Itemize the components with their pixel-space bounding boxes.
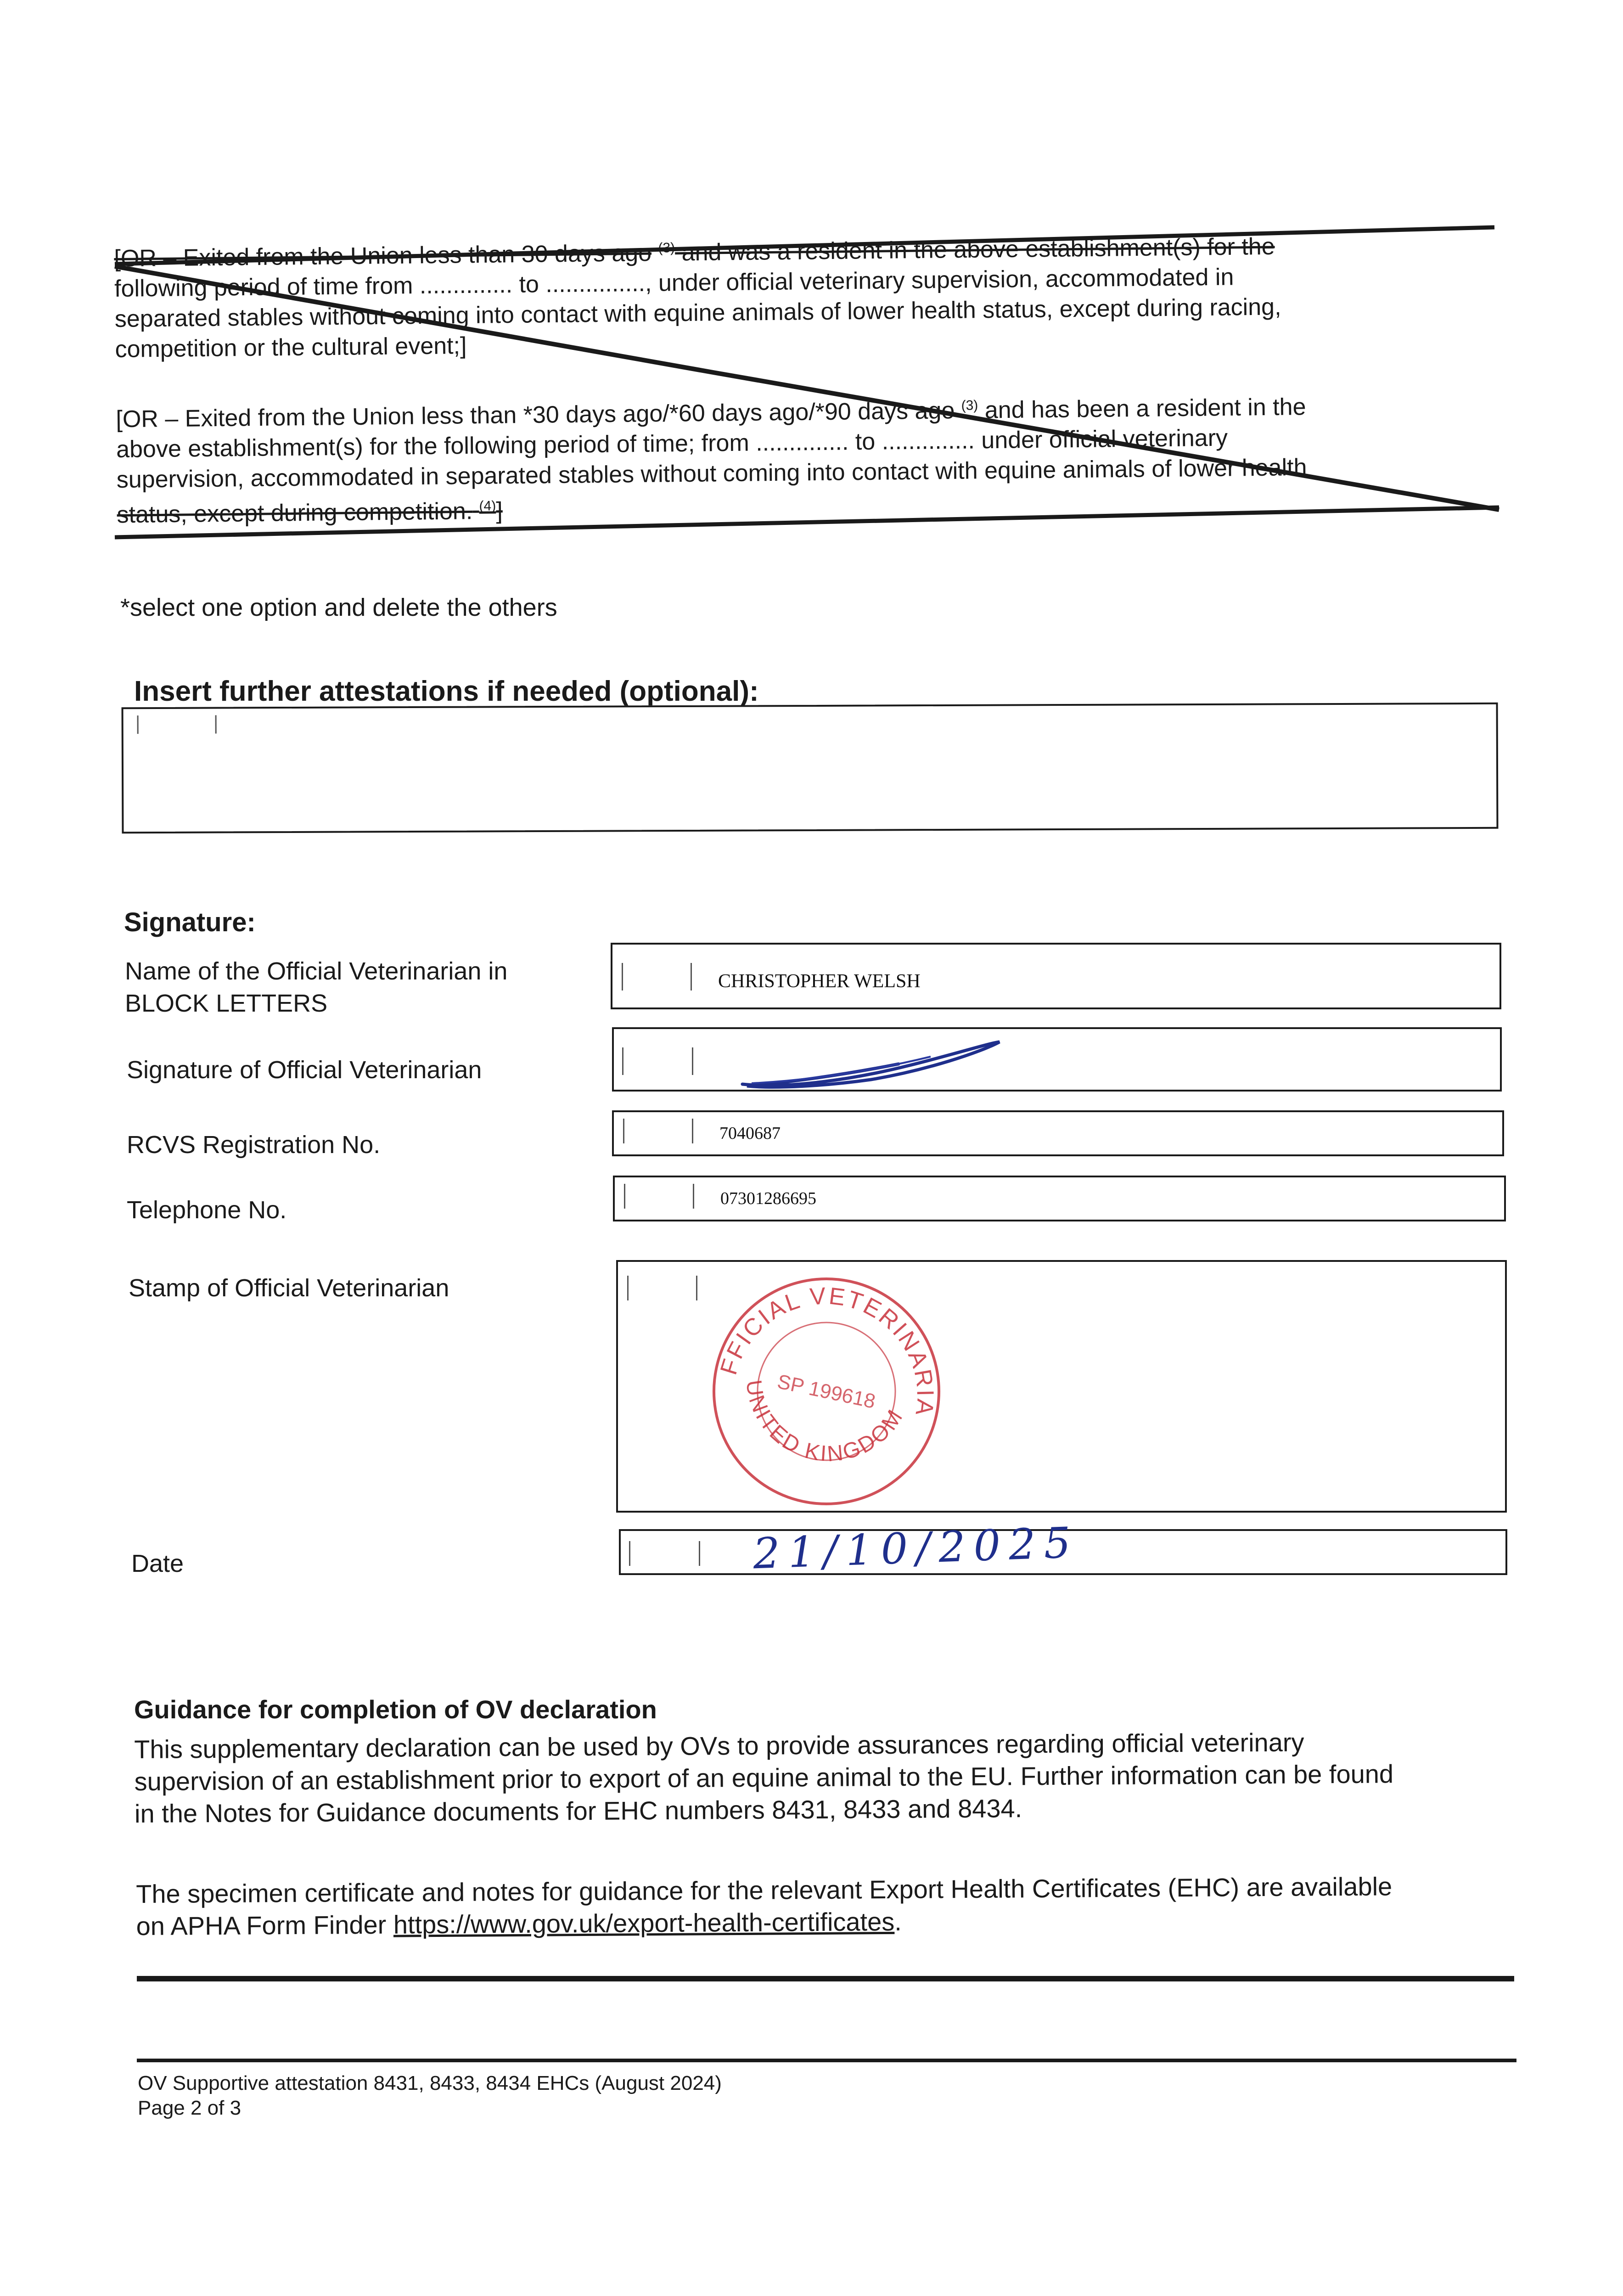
name-label [125, 955, 507, 1019]
option-two-line1-end: and has been a resident in the [978, 394, 1306, 424]
option-one-line3: separated stables without coming into contact with equine animals of lower health status, except during racing, [114, 293, 1281, 333]
rcvs-value: 7040687 [719, 1124, 781, 1143]
option-two-line1: [OR – Exited from the Union less than *30 days ago/*60 days ago/*90 days ago [116, 397, 955, 433]
further-attestations-heading: Insert further attestations if needed (optional): [134, 675, 759, 707]
guidance-para-1 [134, 1725, 1507, 1830]
phone-value: 07301286695 [720, 1189, 816, 1208]
divider-footer [137, 2059, 1516, 2062]
footnote-ref: (3) [961, 398, 978, 413]
handwritten-date: 21/10/2025 [752, 1518, 1080, 1579]
name-label-line1: Name of the Official Veterinarian in [125, 957, 508, 985]
signature-label: Signature of Official Veterinarian [127, 1056, 482, 1084]
name-label-line2: BLOCK LETTERS [125, 990, 328, 1017]
footer-doc-title: OV Supportive attestation 8431, 8433, 8434 EHCs (August 2024) [138, 2072, 722, 2094]
guidance-para-2-line1: The specimen certificate and notes for guidance for the relevant Export Health Certificates (EHC) are available [136, 1872, 1393, 1908]
guidance-para-1-line1: This supplementary declaration can be used by OVs to provide assurances regarding official veterinary [134, 1728, 1304, 1764]
handwritten-signature [733, 1038, 1009, 1093]
option-one-line1: [OR – Exited from the Union less than 30 days ago [114, 240, 652, 272]
export-health-certificates-link[interactable]: https://www.gov.uk/export-health-certificates [393, 1907, 895, 1939]
further-attestations-field[interactable] [122, 703, 1499, 833]
option-one-line2: following period of time from .............. to ..............., under official veterinary supervision, accommodated in [114, 264, 1234, 303]
rcvs-field[interactable] [612, 1110, 1504, 1156]
footer [138, 2071, 722, 2121]
select-note: *select one option and delete the others [120, 594, 557, 621]
guidance-para-2-prefix: on APHA Form Finder [136, 1910, 394, 1941]
guidance-para-2-suffix: . [894, 1907, 902, 1936]
signature-field[interactable] [612, 1027, 1502, 1092]
name-field[interactable] [611, 943, 1501, 1009]
rcvs-label: RCVS Registration No. [127, 1131, 381, 1159]
name-value: CHRISTOPHER WELSH [718, 971, 921, 992]
option-two-line4-end: ] [496, 497, 503, 524]
stamp-label: Stamp of Official Veterinarian [129, 1274, 449, 1302]
signature-heading: Signature: [124, 907, 256, 937]
date-label: Date [131, 1550, 184, 1577]
footnote-ref: (4) [479, 498, 496, 514]
option-two-line2: above establishment(s) for the following period of time; from .............. to .............. under official veterinary [116, 424, 1228, 463]
stamp-text-bottom: UNITED KINGDOM [741, 1378, 909, 1467]
option-one-line1-end: and was a resident in the above establishment(s) for the [674, 233, 1275, 266]
phone-field[interactable] [613, 1176, 1506, 1221]
option-two-line3: supervision, accommodated in separated stables without coming into contact with equine animals of lower health [116, 454, 1307, 494]
strikeout-marks [0, 0, 1623, 597]
option-one-line4: competition or the cultural event;] [115, 332, 467, 363]
guidance-para-2 [136, 1870, 1509, 1942]
footer-page-number: Page 2 of 3 [138, 2097, 241, 2119]
footnote-ref: (3) [658, 240, 675, 256]
guidance-para-1-line3: in the Notes for Guidance documents for EHC numbers 8431, 8433 and 8434. [134, 1794, 1022, 1828]
guidance-para-1-line2: supervision of an establishment prior to export of an equine animal to the EU. Further information can be found [134, 1759, 1394, 1796]
option-two-line4: status, except during competition. [117, 498, 473, 529]
stamp-code: SP 199618 [775, 1370, 878, 1413]
phone-label: Telephone No. [127, 1196, 287, 1224]
guidance-heading: Guidance for completion of OV declaration [134, 1695, 657, 1724]
stamp-text-top: OFFICIAL VETERINARIAN [715, 1283, 939, 1419]
divider-top [137, 1976, 1514, 1981]
official-veterinarian-stamp [698, 1267, 955, 1515]
